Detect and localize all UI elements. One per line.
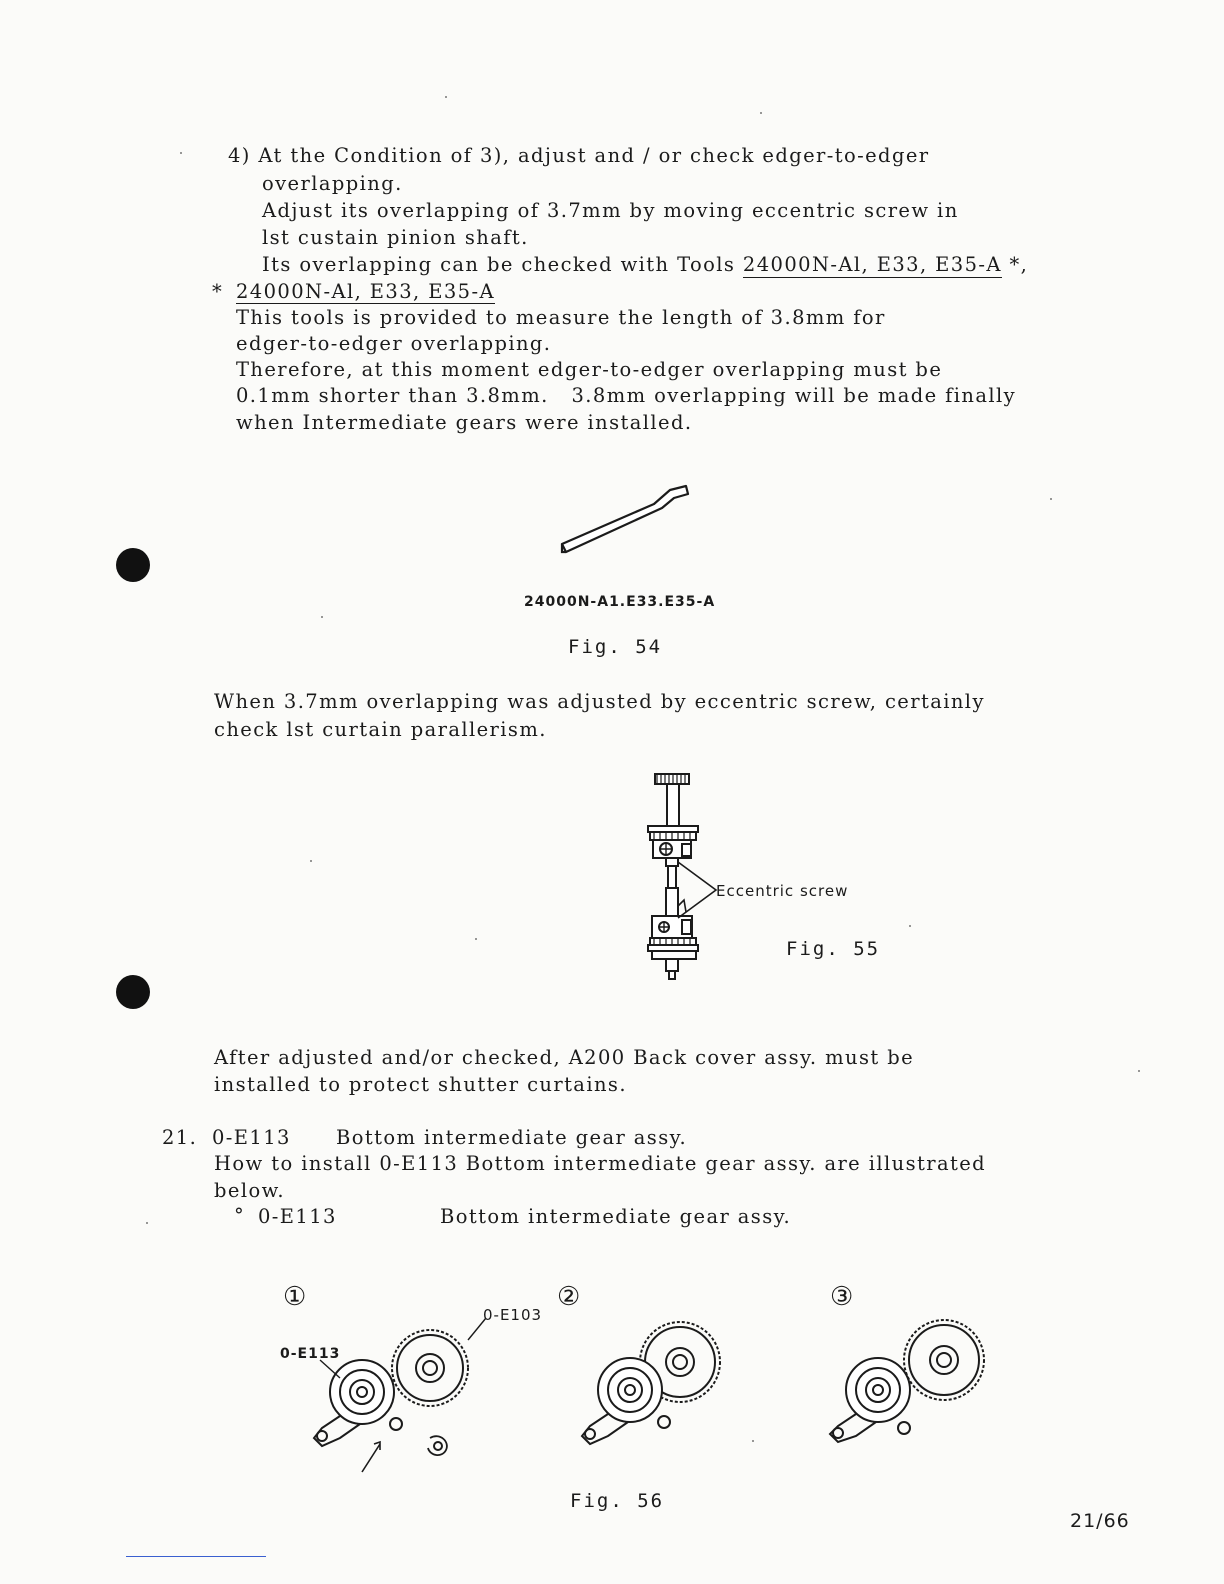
step21-title: Bottom intermediate gear assy. [336, 1126, 688, 1149]
fig56-step1-marker: ① [283, 1282, 308, 1312]
binder-hole-top [116, 548, 150, 582]
scan-speck [180, 152, 182, 154]
parallel-line1: When 3.7mm overlapping was adjusted by eccentric screw, certainly [214, 690, 985, 713]
note-tools-reference: 24000N-Al, E33, E35-A [236, 280, 495, 303]
bullet-part: 0-E113 [258, 1205, 337, 1228]
fig54-caption: Fig. 54 [568, 636, 663, 658]
step4-line5 [262, 255, 1028, 275]
step21-line3: below. [214, 1179, 285, 1202]
step21-line2: How to install 0-E113 Bottom intermediate gear assy. are illustrated [214, 1152, 987, 1175]
step4-line4: lst custain pinion shaft. [262, 226, 529, 249]
note-line3: Therefore, at this moment edger-to-edger overlapping must be [236, 358, 943, 381]
gear-assembly-step2 [570, 1318, 770, 1448]
bullet-title: Bottom intermediate gear assy. [440, 1205, 792, 1228]
parallel-line2: check lst curtain parallerism. [214, 718, 547, 741]
step21-number: 21. [162, 1126, 198, 1149]
scan-speck [1138, 1070, 1140, 1072]
binder-hole-bottom [116, 975, 150, 1009]
bullet-mark: ° [234, 1204, 246, 1227]
after-line2: installed to protect shutter curtains. [214, 1073, 627, 1096]
note-line2: edger-to-edger overlapping. [236, 332, 552, 355]
after-line1: After adjusted and/or checked, A200 Back cover assy. must be [214, 1046, 915, 1069]
scan-speck [760, 112, 762, 114]
eccentric-screw-label: Eccentric screw [716, 882, 849, 900]
scan-speck [1050, 498, 1052, 500]
step21-part: 0-E113 [212, 1126, 291, 1149]
footer-rule [126, 1556, 266, 1557]
note-mark: * [212, 280, 224, 303]
scan-speck [909, 925, 911, 927]
note-line5: when Intermediate gears were installed. [236, 411, 693, 434]
page-number: 21/66 [1070, 1510, 1130, 1532]
fig56-step3-marker: ③ [830, 1282, 855, 1312]
tool-label: 24000N-A1.E33.E35-A [524, 594, 716, 610]
scan-speck [321, 616, 323, 618]
tools-reference: 24000N-Al, E33, E35-A [742, 253, 1002, 276]
scan-speck [310, 860, 312, 862]
note-line4: 0.1mm shorter than 3.8mm. 3.8mm overlapping will be made finally [236, 384, 1017, 407]
tool-wrench-illustration [558, 480, 698, 560]
step4-line3: Adjust its overlapping of 3.7mm by moving eccentric screw in [262, 199, 959, 222]
scan-speck [445, 96, 447, 98]
part-label-e113: 0-E113 [280, 1346, 341, 1362]
gear-assembly-step1 [300, 1320, 500, 1470]
gear-assembly-step3 [820, 1316, 1020, 1446]
fig56-step2-marker: ② [557, 1282, 582, 1312]
step4-line5-prefix: Its overlapping can be checked with Tools [262, 253, 743, 276]
note-line1: This tools is provided to measure the length of 3.8mm for [236, 306, 886, 329]
fig55-caption: Fig. 55 [786, 938, 881, 960]
step4-line1: 4) At the Condition of 3), adjust and / or check edger-to-edger [228, 144, 930, 167]
step4-line5-suffix: *, [1001, 253, 1029, 276]
scan-speck [146, 1222, 148, 1224]
step4-line2: overlapping. [262, 172, 403, 195]
scan-speck [475, 938, 477, 940]
fig56-caption: Fig. 56 [570, 1490, 665, 1512]
part-label-e103: 0-E103 [483, 1306, 543, 1324]
